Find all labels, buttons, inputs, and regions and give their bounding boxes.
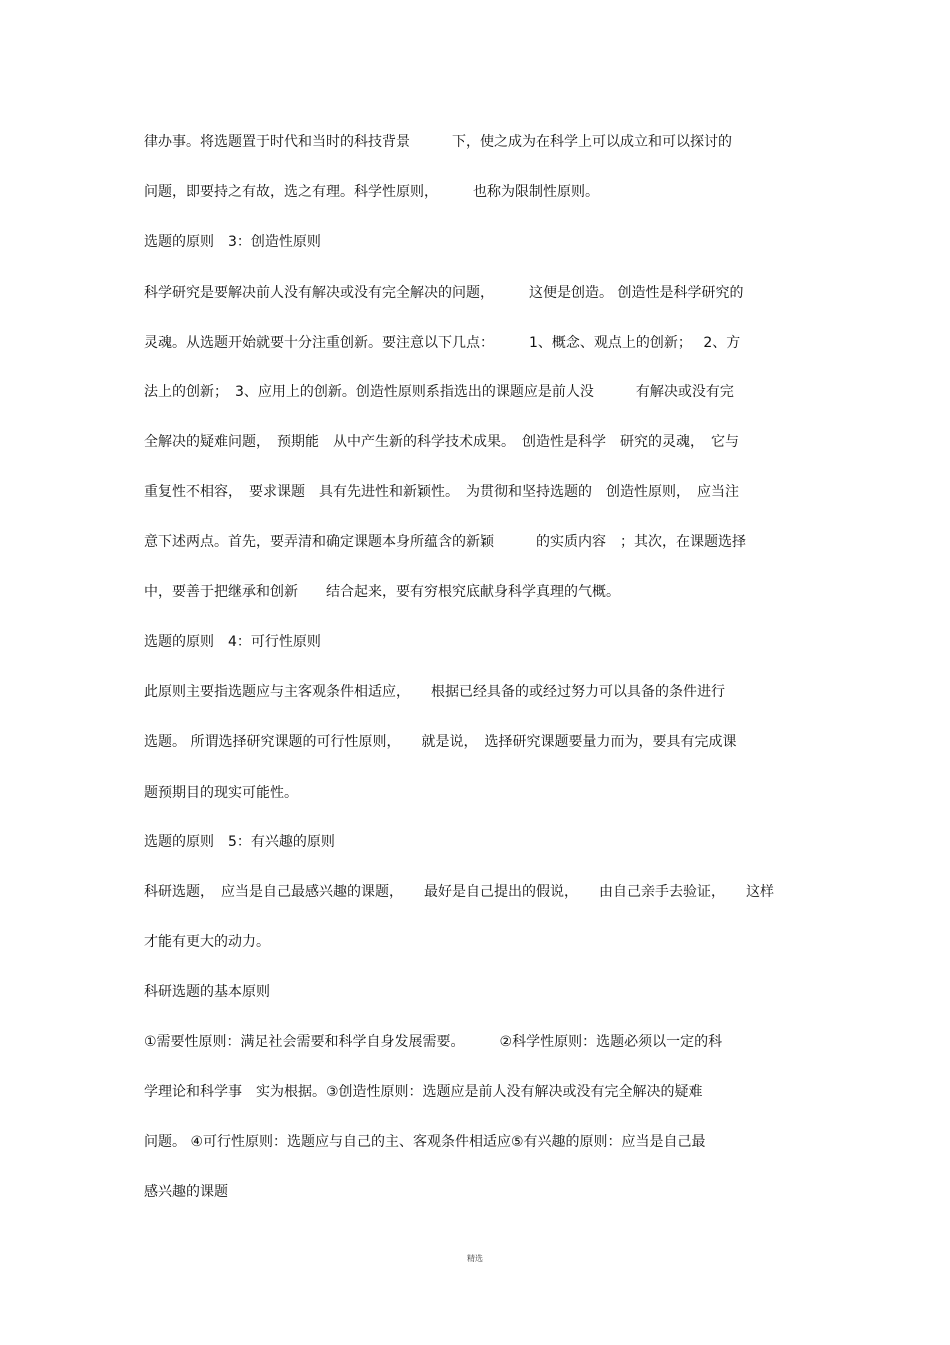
text-line: 题预期目的现实可能性。 [144,785,298,801]
text-line: 灵魂。从选题开始就要十分注重创新。要注意以下几点： 1、概念、观点上的创新； 2、方 [144,335,741,351]
text-line: ①需要性原则：满足社会需要和科学自身发展需要。 ②科学性原则：选题必须以一定的科 [144,1034,723,1050]
section-heading: 选题的原则 3：创造性原则 [144,234,321,250]
text-line: 重复性不相容， 要求课题 具有先进性和新颖性。 为贯彻和坚持选题的 创造性原则， 应当注 [144,484,739,500]
page-footer: 精选 [467,1254,483,1263]
text-line: 科研选题， 应当是自己最感兴趣的课题， 最好是自己提出的假说， 由自己亲手去验证， 这样 [144,884,774,900]
text-line: 问题。 ④可行性原则：选题应与自己的主、客观条件相适应⑤有兴趣的原则：应当是自己最 [144,1134,706,1150]
text-line: 此原则主要指选题应与主客观条件相适应， 根据已经具备的或经过努力可以具备的条件进行 [144,684,725,700]
section-heading: 选题的原则 5：有兴趣的原则 [144,834,335,850]
text-line: 感兴趣的课题 [144,1184,228,1200]
section-heading: 选题的原则 4：可行性原则 [144,634,321,650]
text-line: 法上的创新； 3、应用上的创新。创造性原则系指选出的课题应是前人没 有解决或没有完 [144,384,734,400]
text-line: 才能有更大的动力。 [144,934,270,950]
text-line: 律办事。将选题置于时代和当时的科技背景 下，使之成为在科学上可以成立和可以探讨的 [144,134,732,150]
text-line: 科学研究是要解决前人没有解决或没有完全解决的问题， 这便是创造。 创造性是科学研究的 [144,285,744,301]
text-line: 问题，即要持之有故，选之有理。科学性原则， 也称为限制性原则。 [144,184,599,200]
text-line: 全解决的疑难问题， 预期能 从中产生新的科学技术成果。 创造性是科学 研究的灵魂， 它与 [144,434,739,450]
text-line: 意下述两点。首先，要弄清和确定课题本身所蕴含的新颖 的实质内容 ；其次，在课题选择 [144,534,746,550]
text-line: 中，要善于把继承和创新 结合起来，要有穷根究底献身科学真理的气概。 [144,584,620,600]
section-heading: 科研选题的基本原则 [144,984,270,1000]
text-line: 选题。 所谓选择研究课题的可行性原则， 就是说， 选择研究课题要量力而为，要具有完成课 [144,734,737,750]
text-line: 学理论和科学事 实为根据。③创造性原则：选题应是前人没有解决或没有完全解决的疑难 [144,1084,703,1100]
